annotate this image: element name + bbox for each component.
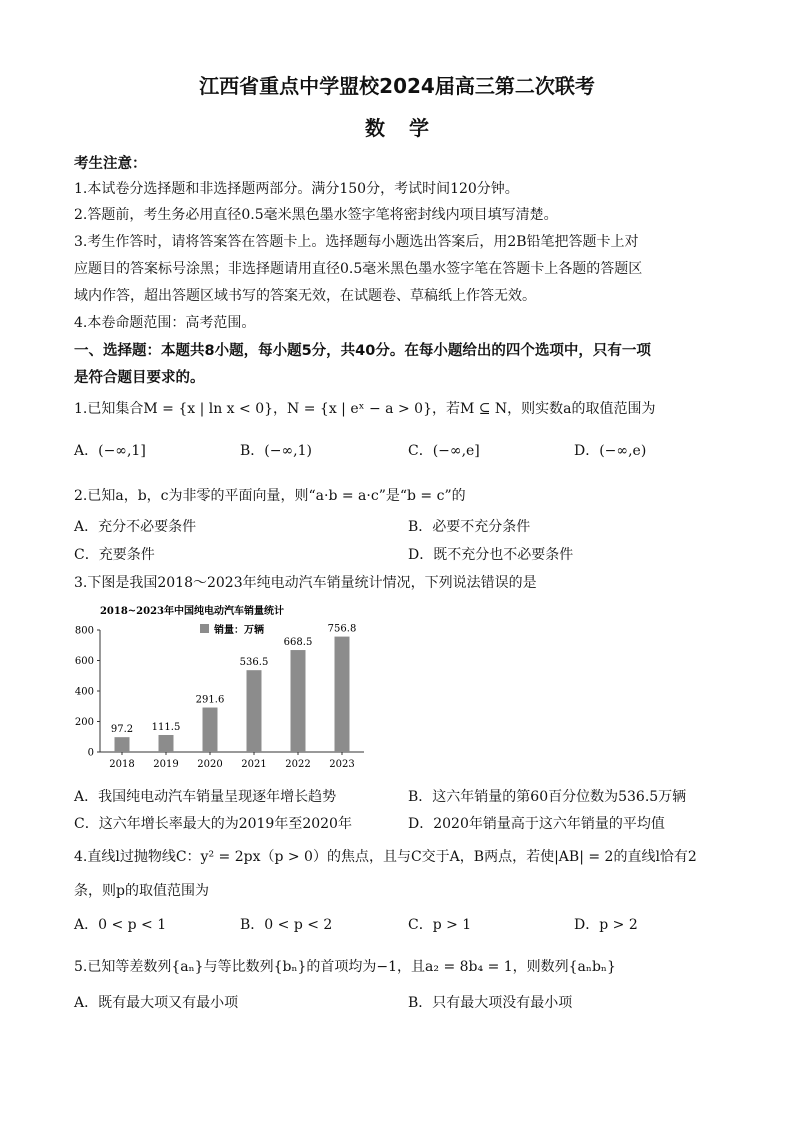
q1-option-a: A．(−∞,1] <box>74 443 146 459</box>
q3-option-c: C．这六年增长率最大的为2019年至2020年 <box>74 816 352 832</box>
x-tick-label: 2023 <box>329 759 355 770</box>
question-4-stem-cont: 条，则p的取值范围为 <box>74 883 209 899</box>
question-5-stem: 5.已知等差数列{aₙ}与等比数列{bₙ}的首项均为−1，且a₂ = 8b₄ = 1，则数列{aₙbₙ} <box>74 959 616 975</box>
q2-option-d: D．既不充分也不必要条件 <box>408 547 574 563</box>
x-tick-label: 2018 <box>109 759 135 770</box>
bar <box>247 670 262 752</box>
notice-item: 1.本试卷分选择题和非选择题两部分。满分150分，考试时间120分钟。 <box>74 181 519 197</box>
bar-value-label: 111.5 <box>151 721 181 733</box>
chart-title: 2018~2023年中国纯电动汽车销量统计 <box>99 606 285 617</box>
bar <box>159 735 174 752</box>
q2-option-b: B．必要不充分条件 <box>408 519 531 535</box>
notice-item: 域内作答，超出答题区域书写的答案无效，在试题卷、草稿纸上作答无效。 <box>74 288 536 304</box>
q2-option-a: A．充分不必要条件 <box>74 519 197 535</box>
q3-option-b: B．这六年销量的第60百分位数为536.5万辆 <box>408 789 687 805</box>
bar <box>335 637 350 752</box>
q4-option-d: D．p > 2 <box>574 917 638 933</box>
bar-value-label: 536.5 <box>239 657 269 669</box>
y-tick-label: 600 <box>74 656 94 667</box>
bar <box>291 650 306 752</box>
x-tick-label: 2021 <box>241 759 267 770</box>
bar-value-label: 291.6 <box>195 694 225 706</box>
q4-option-b: B．0 < p < 2 <box>240 917 333 933</box>
legend-label: 销量：万辆 <box>214 625 264 636</box>
question-3-stem: 3.下图是我国2018～2023年纯电动汽车销量统计情况，下列说法错误的是 <box>74 575 537 591</box>
y-tick-label: 0 <box>87 747 94 759</box>
exam-title: 江西省重点中学盟校2024届高三第二次联考 <box>199 74 595 98</box>
q1-option-c: C．(−∞,e] <box>408 443 480 459</box>
y-tick-label: 800 <box>74 625 94 637</box>
notice-item: 3.考生作答时，请将答案答在答题卡上。选择题每小题选出答案后，用2B铅笔把答题卡上对 <box>74 234 639 250</box>
y-tick-label: 400 <box>74 686 94 698</box>
q3-option-d: D．2020年销量高于这六年销量的平均值 <box>408 816 665 832</box>
sales-chart <box>64 600 374 775</box>
notice-item: 应题目的答案标号涂黑；非选择题请用直径0.5毫米黑色墨水签字笔在答题卡上各题的答题区 <box>74 261 643 277</box>
bar-value-label: 97.2 <box>110 724 134 736</box>
q5-option-b: B．只有最大项没有最小项 <box>408 995 573 1011</box>
q5-option-a: A．既有最大项又有最小项 <box>74 995 239 1011</box>
bar-value-label: 756.8 <box>327 623 357 635</box>
notice-heading: 考生注意： <box>74 156 147 172</box>
q4-option-c: C．p > 1 <box>408 917 472 933</box>
section-heading: 一、选择题：本题共8小题，每小题5分，共40分。在每小题给出的四个选项中，只有一项 <box>74 343 651 359</box>
x-tick-label: 2020 <box>197 759 223 770</box>
x-tick-label: 2022 <box>285 759 311 770</box>
section-heading-cont: 是符合题目要求的。 <box>74 370 205 386</box>
q1-option-b: B．(−∞,1) <box>240 443 312 459</box>
legend-swatch <box>200 624 209 633</box>
q2-option-c: C．充要条件 <box>74 547 155 563</box>
question-2-stem: 2.已知a，b，c为非零的平面向量，则“a·b = a·c”是“b = c”的 <box>74 488 466 504</box>
q4-option-a: A．0 < p < 1 <box>74 917 167 933</box>
q1-option-d: D．(−∞,e) <box>574 443 647 459</box>
q3-option-a: A．我国纯电动汽车销量呈现逐年增长趋势 <box>74 789 337 805</box>
y-tick-label: 200 <box>74 717 94 728</box>
bar-value-label: 668.5 <box>283 637 313 649</box>
bar <box>203 708 218 752</box>
notice-item: 2.答题前，考生务必用直径0.5毫米黑色墨水签字笔将密封线内项目填写清楚。 <box>74 207 558 223</box>
bar <box>115 737 130 752</box>
question-4-stem: 4.直线l过抛物线C：y² = 2px（p > 0）的焦点，且与C交于A，B两点，若使|AB| = 2的直线l恰有2 <box>74 849 697 865</box>
notice-item: 4.本卷命题范围：高考范围。 <box>74 315 256 331</box>
subject-title: 数学 <box>365 116 453 140</box>
x-tick-label: 2019 <box>153 759 179 770</box>
sales-chart-svg <box>64 600 374 775</box>
question-1-stem: 1.已知集合M = {x | ln x < 0}，N = {x | eˣ − a > 0}，若M ⊆ N，则实数a的取值范围为 <box>74 401 656 417</box>
